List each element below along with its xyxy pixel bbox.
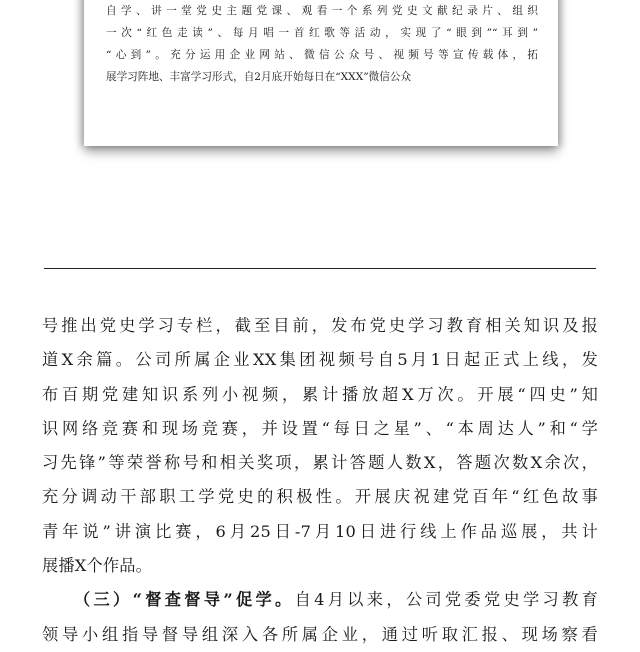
preview-line: 自学、讲一堂党史主题党课、观看一个系列党史文献纪录片、组织 bbox=[106, 5, 538, 17]
body-line: 习先锋”等荣誉称号和相关奖项，累计答题人数X，答题次数X余次， bbox=[42, 453, 598, 473]
body-line: 青年说”讲演比赛，6月25日-7月10日进行线上作品巡展，共计 bbox=[42, 521, 598, 541]
preview-line: 一次“红色走读”、每月唱一首红歌等活动，实现了“眼到”“耳到” bbox=[106, 27, 538, 39]
page-preview-card bbox=[84, 0, 558, 146]
preview-line: 展学习阵地、丰富学习形式，自2月底开始每日在“XXX”微信公众 bbox=[106, 71, 412, 83]
preview-line: “心到”。充分运用企业网站、微信公众号、视频号等宣传载体，拓 bbox=[106, 49, 538, 61]
document-body bbox=[42, 309, 598, 652]
body-line: 布百期党建知识系列小视频，累计播放超X万次。开展“四史”知 bbox=[42, 384, 598, 404]
body-line: 充分调动干部职工学党史的积极性。开展庆祝建党百年“红色故事 bbox=[42, 487, 598, 507]
body-line: 展播X个作品。 bbox=[42, 556, 153, 576]
section-three-heading: （三）“督查督导”促学。 bbox=[74, 590, 295, 610]
section-three-text: 自4月以来，公司党委党史学习教育 bbox=[294, 590, 598, 610]
body-line: 识网络竞赛和现场竞赛，并设置“每日之星”、“本周达人”和“学 bbox=[42, 418, 598, 438]
section-three-paragraph bbox=[42, 583, 598, 617]
body-line: 道X余篇。公司所属企业XX集团视频号自5月1日起正式上线，发 bbox=[42, 350, 598, 370]
preview-text-block bbox=[106, 0, 538, 88]
body-line: 号推出党史学习专栏，截至目前，发布党史学习教育相关知识及报 bbox=[42, 316, 598, 335]
body-line-cut: 领导小组指导督导组深入各所属企业，通过听取汇报、现场察看 bbox=[42, 624, 598, 644]
page-divider bbox=[44, 268, 596, 269]
